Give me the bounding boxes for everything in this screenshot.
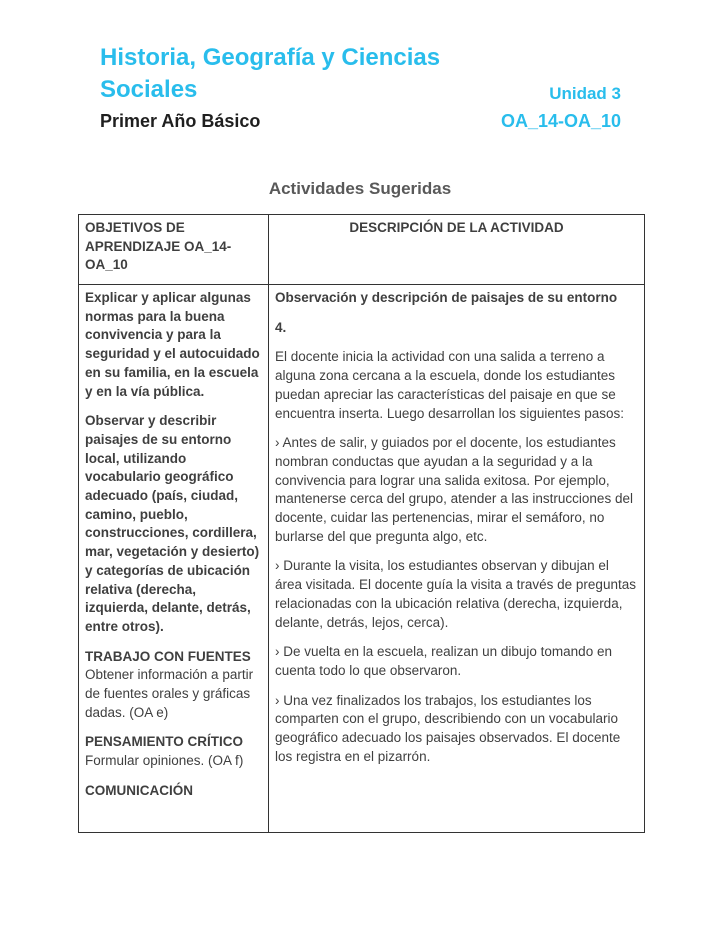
skill-heading: COMUNICACIÓN <box>85 782 193 798</box>
activity-title: Observación y descripción de paisajes de su entorno <box>275 290 618 305</box>
title-block <box>100 42 500 133</box>
table-header-row <box>79 215 645 285</box>
objective-paragraph: Observar y describir paisajes de su entorno local, utilizando vocabulario geográfico adecuado (país, ciudad, camino, pueblo, construcciones, cordillera, mar, vegetación y desierto) y categorías de ubicación relativa (derecha, izquierda, delante, detrás, entre otros). <box>85 413 260 634</box>
objective-paragraph: Explicar y aplicar algunas normas para la buena convivencia y para la seguridad y el autocuidado en su familia, en la escuela y en la vía pública. <box>85 290 260 399</box>
activity-step: › Durante la visita, los estudiantes observan y dibujan el área visitada. El docente guía la visita a través de preguntas relacionadas con la ubicación relativa (derecha, izquierda, delante, detrás, lejos, cerca). <box>275 558 636 630</box>
skill-heading: TRABAJO CON FUENTES <box>85 648 251 664</box>
unit-label: Unidad 3 <box>549 84 621 103</box>
objectives-cell <box>79 285 269 833</box>
section-title: Actividades Sugeridas <box>268 179 452 198</box>
oa-code: OA_14-OA_10 <box>500 111 621 131</box>
grade-level: Primer Año Básico <box>100 111 261 131</box>
activity-step: › Una vez finalizados los trabajos, los estudiantes los comparten con el grupo, describiendo con un vocabulario geográfico adecuado los paisajes observados. El docente los registra en el pizarrón. <box>275 692 621 764</box>
document-header <box>100 42 621 133</box>
skill-heading: PENSAMIENTO CRÍTICO <box>85 734 244 750</box>
meta-block <box>501 82 621 133</box>
skill-detail: Formular opiniones. (OA f) <box>85 753 244 769</box>
objectives-column-header: OBJETIVOS DE APRENDIZAJE OA_14-OA_10 <box>79 215 269 285</box>
subject-title: Historia, Geografía y Ciencias Sociales <box>100 44 441 103</box>
table-body-row <box>79 285 645 833</box>
description-column-header: DESCRIPCIÓN DE LA ACTIVIDAD <box>269 215 645 285</box>
skill-detail: Obtener información a partir de fuentes orales y gráficas dadas. (OA e) <box>85 667 254 720</box>
description-cell <box>269 285 645 833</box>
activity-number: 4. <box>275 319 287 335</box>
activity-paragraph: El docente inicia la actividad con una salida a terreno a alguna zona cercana a la escuela, donde los estudiantes puedan apreciar las características del paisaje en que se encuentra inserta. Luego desarrollan los siguientes pasos: <box>275 349 624 421</box>
activity-step: › De vuelta en la escuela, realizan un dibujo tomando en cuenta todo lo que observaron. <box>275 644 612 678</box>
activity-step: › Antes de salir, y guiados por el docente, los estudiantes nombran conductas que ayudan a la seguridad y a la convivencia para lograr una salida exitosa. Por ejemplo, mantenerse cerca del grupo, atender a las instrucciones del docente, cuidar las pertenencias, mirar el semáforo, no burlarse del que pregunta algo, etc. <box>275 435 633 544</box>
activities-table <box>78 214 645 833</box>
